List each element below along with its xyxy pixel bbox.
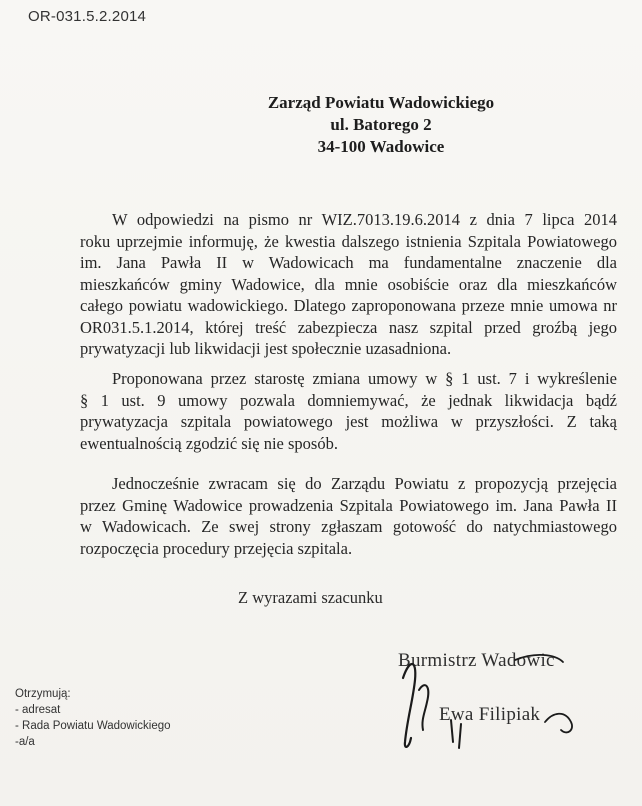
paragraph-1-line: roku uprzejmie informuję, że kwestia dalszego istnienia Szpitala Powiatowego: [80, 231, 617, 251]
handwritten-signature: [395, 650, 635, 760]
recipients-list: [15, 686, 171, 750]
addressee-street: ul. Batorego 2: [330, 115, 432, 134]
paragraph-2-line: ewentualnością zgodzić się nie sposób.: [80, 433, 338, 453]
paragraph-2-line: § 1 ust. 9 umowy pozwala domniemywać, że jednak likwidacja bądź: [80, 390, 617, 410]
addressee-city: 34-100 Wadowice: [317, 137, 445, 156]
paragraph-1-line: całego powiatu wadowickiego. Dlatego zaproponowana przeze mnie umowa nr: [80, 296, 617, 315]
paragraph-2: [80, 368, 617, 454]
paragraph-1-line: W odpowiedzi na pismo nr WIZ.7013.19.6.2014 z dnia 7 lipca 2014: [112, 210, 617, 229]
paragraph-2-line: Proponowana przez starostę zmiana umowy w § 1 ust. 7 i wykreślenie: [112, 369, 617, 388]
paragraph-1-line: prywatyzacji lub likwidacji jest społecznie uzasadniona.: [80, 339, 452, 358]
paragraph-1-line: OR031.5.1.2014, której treść zabezpiecza nasz szpital przed groźbą jego: [80, 317, 617, 337]
paragraph-3-line: Jednocześnie zwracam się do Zarządu Powiatu z propozycją przejęcia: [112, 474, 617, 493]
paragraph-2-line: prywatyzacja szpitala powiatowego jest możliwa w przyszłości. Z taką: [80, 412, 617, 431]
paragraph-1-line: im. Jana Pawła II w Wadowicach ma fundamentalne znaczenie dla: [80, 253, 617, 272]
recipient-item: - Rada Powiatu Wadowickiego: [15, 720, 171, 732]
addressee-name: Zarząd Powiatu Wadowickiego: [267, 93, 495, 112]
paragraph-1: [80, 209, 617, 360]
signatory-name: Ewa Filipiak: [439, 704, 541, 725]
recipient-item: -a/a: [15, 736, 35, 748]
signature-block: [395, 650, 635, 760]
closing-phrase: Z wyrazami szacunku: [238, 588, 383, 607]
paragraph-3-line: w Wadowicach. Ze swej strony zgłaszam gotowość do natychmiastowego: [80, 517, 617, 536]
paragraph-3-line: rozpoczęcia procedury przejęcia szpitala.: [80, 538, 353, 558]
recipients-heading: Otrzymują:: [15, 688, 71, 700]
addressee-block: [0, 92, 642, 158]
reference-number: OR-031.5.2.2014: [28, 8, 147, 25]
signatory-title: Burmistrz Wadowic: [398, 650, 555, 671]
paragraph-3-line: przez Gminę Wadowice prowadzenia Szpitala Powiatowego im. Jana Pawła II: [80, 495, 617, 515]
paragraph-3: [80, 473, 617, 559]
recipient-item: - adresat: [15, 704, 61, 716]
paragraph-1-line: mieszkańców gminy Wadowice, dla mnie osobiście oraz dla mieszkańców: [80, 274, 617, 294]
